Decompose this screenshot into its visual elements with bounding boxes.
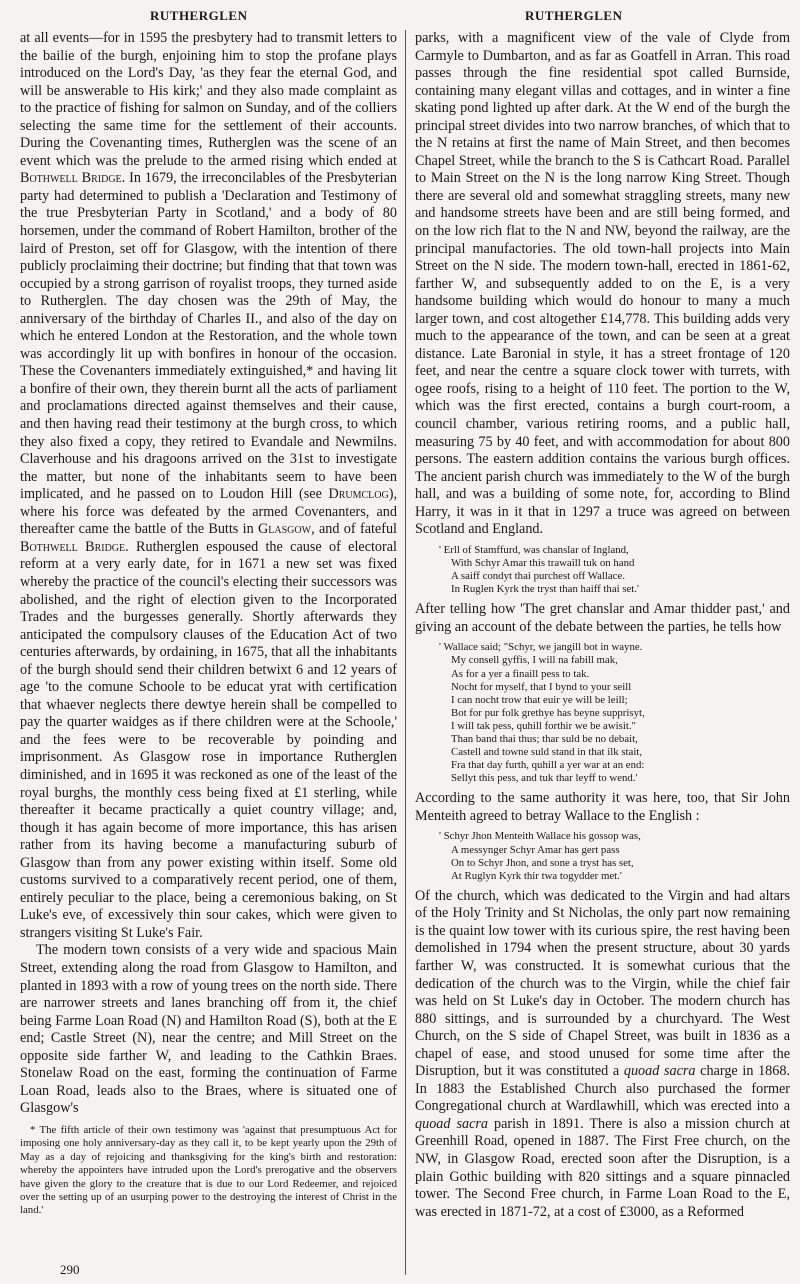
left-paragraph-history [20, 30, 397, 942]
running-header [0, 6, 800, 26]
verse-quote-2 [439, 641, 790, 785]
place-bothwell-bridge: Bothwell Bridge [20, 170, 122, 187]
verse-quote-1 [439, 544, 790, 596]
verse-quote-3 [439, 830, 790, 882]
verse-line: On to Schyr Jhon, and sone a tryst has set, [451, 856, 634, 869]
header-title-right: RUTHERGLEN [525, 8, 623, 23]
verse-line: Nocht for myself, that I bynd to your seill [451, 680, 632, 693]
verse-line: With Schyr Amar this trawaill tuk on hand [451, 556, 635, 569]
right-paragraph-menteith: According to the same authority it was here, too, that Sir John Menteith agreed to betray Wallace to the English : [415, 790, 790, 824]
right-paragraph-church [415, 888, 790, 1221]
verse-line: My consell gyffis, I will na fabill mak, [451, 654, 618, 667]
text-run: . Rutherglen espoused the cause of electoral reform at a very early date, for in 1671 a new set was fixed whereby the practice of the council's electing their successors was abolished, and the right of election given to the Incorporated Trades and the burgesses generally. Shortly afterwards they anticipated the compulsory clauses of the Education Act of two centuries afterwards, by ordaining, in 1675, that all the inhabitants of the burgh should send their children betwixt 6 and 12 years of age 'to the comune Schoole to be educat yrat with certification that whaever neglects there dewtye herein shall be compelled to pay the quarter waidges as if there children were at the Schoole,' and the fees were to be recoverable by poinding and imprisonment. As Glasgow rose in importance Rutherglen diminished, and in 1695 it was reckoned as one of the least of the royal burghs, the monthly cess being fixed at £1 sterling, while thereafter it became practically a quiet country village; and, though it has again become of more importance, this has arisen rather from its having become a manufacturing suburb of Glasgow than from any power existing within itself. Some old customs survived to a comparatively recent period, one of them, entirely peculiar to the place, being a ceremonious baking, on St Luke's eve, of excessively thin sour cakes, which were given to strangers visiting St Luke's Fair. [20, 538, 397, 941]
verse-line: In Ruglen Kyrk the tryst than haiff thai set.' [451, 583, 639, 596]
right-column [415, 30, 790, 1278]
verse-line: ' Wallace said; "Schyr, we jangill bot in wayne. [439, 641, 643, 654]
verse-line: At Ruglyn Kyrk thir twa togydder met.' [451, 869, 622, 882]
verse-line: Fra that day furth, quhill a yer war at an end: [451, 759, 645, 772]
verse-line: As for a yer a finaill pess to tak. [451, 667, 590, 680]
right-paragraph-chanslar: After telling how 'The gret chanslar and Amar thidder past,' and giving an account of the debate between the parties, he tells how [415, 601, 790, 635]
verse-line: I will tak pess, quhill forthir we be awisit." [451, 719, 636, 732]
verse-line: A saiff condyt thai purchest off Wallace. [451, 570, 625, 583]
footnote: * The fifth article of their own testimony was 'against that presumptuous Act for imposing one holy anniversary-day as they call it, to be kept yearly upon the 29th of May as a day of rejoicing and thanksgiving for the king's birth and restoration: whereby the appointers have intruded upon the Lord's prerogative and the observers have given the glory to the creature that is due to our Lord Redeemer, and rejoiced over the setting up of an usurping power to the destroying the interest of Christ in the land.' [20, 1123, 397, 1217]
place-glasgow: Glasgow [258, 521, 312, 538]
verse-line: Sellyt this pess, and tuk thar leyff to wend.' [451, 772, 638, 785]
left-column [20, 30, 397, 1255]
verse-line: A messynger Schyr Amar has gert pass [451, 843, 620, 856]
term-quoad-sacra-2: quoad sacra [415, 1115, 488, 1132]
text-run: , and of fateful [311, 521, 397, 538]
text-run: ), where his force was defeated by the armed Covenanters, and thereafter came the battle of the Butts in [20, 486, 397, 538]
verse-line: Than band thai thus; thar suld be no debait, [451, 732, 638, 745]
header-title-left: RUTHERGLEN [150, 8, 248, 23]
verse-line: ' Schyr Jhon Menteith Wallace his gossop was, [439, 830, 641, 843]
text-run: at all events—for in 1595 the presbytery had to transmit letters to the bailie of the burgh, enjoining him to stop the profane plays introduced on the Lord's Day, 'as they fear the eternal God, and will be answerable to His kirk;' and they also made complaint as to the practice of fishing for salmon on Sunday, and of the colliers selecting the same time for the settlement of their accounts. During the Covenanting times, Rutherglen was the scene of an event which was the prelude to the armed rising which ended at [20, 30, 397, 169]
column-divider [405, 30, 406, 1275]
verse-line: Castell and towne suld stand in that ilk stait, [451, 746, 643, 759]
text-run: . In 1679, the irreconcilables of the Presbyterian party had determined to publish a 'Declaration and Testimony of the true Presbyterian Party in Scotland,' and a body of 80 horsemen, under the command of Robert Hamilton, brother of the laird of Preston, set off for Glasgow, with the intention of there publicly proclaiming their doctrine; but finding that that town was occupied by a strong garrison of royalist troops, they turned aside to Rutherglen. The day chosen was the 29th of May, the anniversary of the birthday of Charles II., and also of the day on which he entered London at the Restoration, and the whole town was accordingly lit up with bonfires in honour of the occasion. These the Covenanters immediately extinguished,* and having lit a bonfire of their own, they therein burnt all the acts of parliament and proclamations directed against themselves and their cause, and then having read their testimony at the burgh cross, to which they also fixed a copy, they retired to Evandale and Newmilns. Claverhouse and his dragoons arrived on the 31st to investigate the matter, but none of the inhabitants seem to have been implicated, and he passed on to Loudon Hill (see [20, 170, 397, 503]
verse-line: Bot for pur folk grethye has beyne supprisyt, [451, 706, 645, 719]
place-drumclog: Drumclog [328, 486, 389, 503]
term-quoad-sacra: quoad sacra [623, 1063, 696, 1080]
right-paragraph-parks: parks, with a magnificent view of the vale of Clyde from Carmyle to Dumbarton, and as far as Goatfell in Arran. This road passes through the fine residential spot called Burnside, containing many elegant villas and cottages, and in winter a fine skating pond lighted up after dark. At the W end of the burgh the principal street divides into two narrow branches, of which that to the N retains at first the name of Main Street, and then becomes Chapel Street, while the branch to the S is Cathcart Road. Parallel to Main Street on the N is the long narrow King Street. Though there are several old and somewhat straggling streets, many new and handsome streets have been and are still being formed, and on the low rich flat to the N and NW, beyond the railway, are the principal manufactories. The old town-hall projects into Main Street on the N side. The modern town-hall, erected in 1861-62, farther W, and subsequently added to on the E, is a very handsome building which would do honour to many a much larger town, and cost altogether £14,778. This building adds very much to the appearance of the town, and can be seen at a great distance. Late Baronial in style, it has a street frontage of 120 feet, and near the centre a square clock tower with turrets, with ogee roofs, rising to a height of 110 feet. The portion to the W, which was the first erected, contains a burgh court-room, a council chamber, various retiring rooms, and a public hall, measuring 75 by 40 feet, and with accommodation for about 800 persons. The eastern addition contains the various burgh offices. The ancient parish church was immediately to the W of the burgh hall, and was a building of some note, for, according to Blind Harry, it was in it that in 1297 a truce was agreed on between Scotland and England. [415, 30, 790, 538]
text-run: parish in 1891. There is also a mission church at Greenhill Road, opened in 1887. The First Free church, on the NW, in Glasgow Road, erected soon after the Disruption, is a plain Gothic building with 820 sittings and a square pinnacled tower. The Second Free church, in Farme Loan Road to the E, was erected in 1871-72, at a cost of £3000, as a Reformed [415, 1115, 790, 1220]
page-number: 290 [60, 1262, 80, 1277]
place-bothwell-bridge-2: Bothwell Bridge [20, 538, 126, 555]
text-run: Of the church, which was dedicated to the Virgin and had altars of the Holy Trinity and St Nicholas, the only part now remaining is the quaint low tower with its curious spire, the rest having been demolished in 1794 when the present structure, about 30 yards farther W, was constructed. It is somewhat curious that the dedication of the church was to the Virgin, while the chief fair was held on St Luke's day in October. The modern church has 880 sittings, and is surrounded by a churchyard. The West Church, on the S side of Chapel Street, was built in 1836 as a chapel of ease, and stood unused for some time after the Disruption, but it was constituted a [415, 887, 790, 1080]
left-paragraph-modern-town: The modern town consists of a very wide and spacious Main Street, extending along the road from Glasgow to Hamilton, and planted in 1893 with a row of young trees on the north side. There are narrower streets and lanes branching off from it, the chief being Farme Loan Road (N) and Hamilton Road (S), both at the E end; Castle Street (N), near the centre; and Mill Street on the opposite side farther W, and leading to the Cathkin Braes. Stonelaw Road on the east, forming the continuation of Farme Loan Road, leads also to the Braes, where is situated one of Glasgow's [20, 942, 397, 1117]
text-run: charge in 1868. In 1883 the Established Church also purchased the former Congregational church at Wardlawhill, which was erected into a [415, 1063, 790, 1115]
verse-line: ' Erll of Stamffurd, was chanslar of Ingland, [439, 543, 629, 556]
verse-line: I can nocht trow that euir ye will be leill; [451, 693, 628, 706]
